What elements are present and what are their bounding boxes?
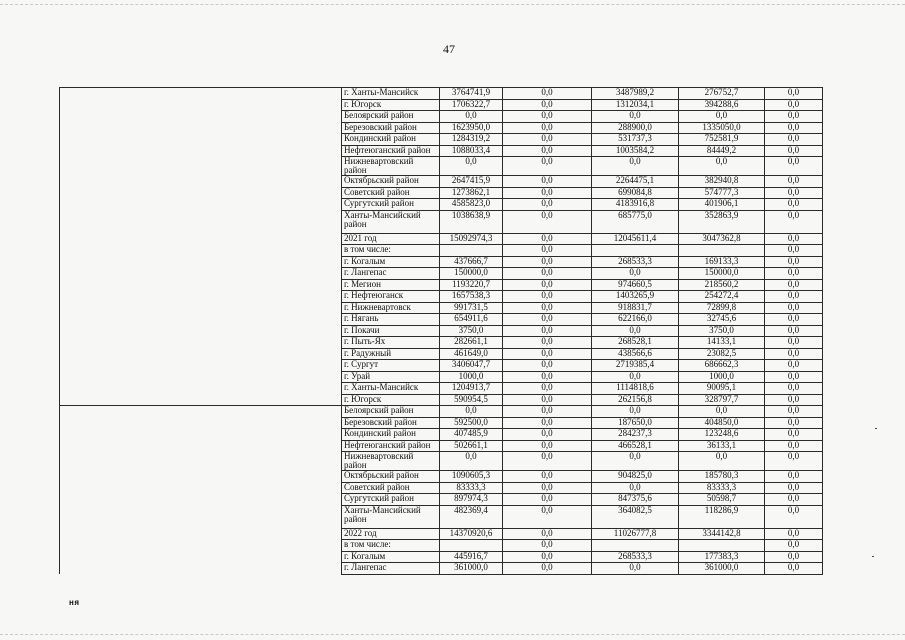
cell-col-4: 276752,7 [679,88,765,100]
cell-col-2: 0,0 [503,245,592,257]
cell-col-3: 918831,7 [592,302,679,314]
cell-col-1: 1284319,2 [440,134,503,146]
cell-col-3: 0,0 [592,111,679,123]
cell-col-5: 0,0 [765,563,823,575]
cell-col-4: 0,0 [679,111,765,123]
cell-col-5: 0,0 [765,245,823,257]
merged-group-cell [60,406,342,575]
cell-col-1: 1273862,1 [440,187,503,199]
cell-col-4: 254272,4 [679,291,765,303]
cell-col-1: 150000,0 [440,268,503,280]
cell-col-4: 150000,0 [679,268,765,280]
cell-col-1: 1706322,7 [440,99,503,111]
cell-col-2: 0,0 [503,505,592,528]
cell-col-3: 438566,6 [592,348,679,360]
cell-col-2: 0,0 [503,291,592,303]
cell-col-2: 0,0 [503,233,592,245]
merged-group-cell [60,88,342,406]
row-name: Советский район [342,187,440,199]
cell-col-5: 0,0 [765,176,823,188]
cell-col-3: 2719385,4 [592,360,679,372]
cell-col-2: 0,0 [503,360,592,372]
cell-col-3: 1312034,1 [592,99,679,111]
row-name: г. Нягань [342,314,440,326]
cell-col-5: 0,0 [765,210,823,233]
cell-col-4: 1000,0 [679,371,765,383]
cell-col-4: 382940,8 [679,176,765,188]
row-name: г. Когалым [342,551,440,563]
footer-mark: ня [69,598,80,607]
cell-col-1: 1088033,4 [440,145,503,157]
cell-col-3: 1403265,9 [592,291,679,303]
cell-col-1: 1657538,3 [440,291,503,303]
row-name: в том числе: [342,245,440,257]
cell-col-3: 288900,0 [592,122,679,134]
row-name: г. Урай [342,371,440,383]
cell-col-4: 50598,7 [679,494,765,506]
cell-col-1: 592500,0 [440,417,503,429]
cell-col-4: 0,0 [679,452,765,471]
cell-col-2: 0,0 [503,563,592,575]
row-name: Березовский район [342,417,440,429]
cell-col-1: 361000,0 [440,563,503,575]
cell-col-3: 0,0 [592,452,679,471]
cell-col-1: 0,0 [440,406,503,418]
cell-col-3: 0,0 [592,371,679,383]
scan-edge-top [0,4,905,5]
cell-col-4 [679,540,765,552]
cell-col-2: 0,0 [503,540,592,552]
cell-col-3: 364082,5 [592,505,679,528]
cell-col-3: 0,0 [592,482,679,494]
cell-col-5: 0,0 [765,452,823,471]
cell-col-2: 0,0 [503,429,592,441]
row-name: Нижневартовский район [342,452,440,471]
cell-col-1: 502661,1 [440,440,503,452]
cell-col-4: 3047362,8 [679,233,765,245]
cell-col-4: 36133,1 [679,440,765,452]
cell-col-3: 11026777,8 [592,528,679,540]
cell-col-5: 0,0 [765,348,823,360]
cell-col-2: 0,0 [503,88,592,100]
cell-col-4: 361000,0 [679,563,765,575]
row-name: г. Мегион [342,279,440,291]
cell-col-1: 0,0 [440,157,503,176]
cell-col-5: 0,0 [765,157,823,176]
cell-col-4: 0,0 [679,157,765,176]
row-name: 2021 год [342,233,440,245]
cell-col-3: 4183916,8 [592,199,679,211]
cell-col-1: 83333,3 [440,482,503,494]
cell-col-4: 401906,1 [679,199,765,211]
cell-col-4: 23082,5 [679,348,765,360]
cell-col-4: 3344142,8 [679,528,765,540]
cell-col-5: 0,0 [765,383,823,395]
cell-col-3: 904825,0 [592,471,679,483]
cell-col-4: 686662,3 [679,360,765,372]
cell-col-1: 14370920,6 [440,528,503,540]
cell-col-2: 0,0 [503,210,592,233]
cell-col-5: 0,0 [765,471,823,483]
cell-col-4: 404850,0 [679,417,765,429]
cell-col-3: 622166,0 [592,314,679,326]
cell-col-3: 1114818,6 [592,383,679,395]
cell-col-5: 0,0 [765,406,823,418]
cell-col-5: 0,0 [765,429,823,441]
cell-col-5: 0,0 [765,256,823,268]
cell-col-4: 185780,3 [679,471,765,483]
row-name: г. Ханты-Мансийск [342,88,440,100]
cell-col-3: 531737,3 [592,134,679,146]
cell-col-1 [440,245,503,257]
cell-col-3: 2264475,1 [592,176,679,188]
cell-col-4: 752581,9 [679,134,765,146]
row-name: Кондинский район [342,429,440,441]
cell-col-1: 461649,0 [440,348,503,360]
cell-col-2: 0,0 [503,279,592,291]
cell-col-4: 177383,3 [679,551,765,563]
cell-col-1: 897974,3 [440,494,503,506]
row-name: г. Нижневартовск [342,302,440,314]
cell-col-3: 0,0 [592,325,679,337]
cell-col-1: 3764741,9 [440,88,503,100]
cell-col-1: 407485,9 [440,429,503,441]
cell-col-3: 847375,6 [592,494,679,506]
row-name: Березовский район [342,122,440,134]
row-name: Сургутский район [342,199,440,211]
row-name: Белоярский район [342,111,440,123]
cell-col-5: 0,0 [765,360,823,372]
cell-col-3: 268533,3 [592,551,679,563]
cell-col-2: 0,0 [503,371,592,383]
cell-col-5: 0,0 [765,122,823,134]
cell-col-1: 282661,1 [440,337,503,349]
cell-col-2: 0,0 [503,134,592,146]
row-name: г. Лангепас [342,563,440,575]
cell-col-1: 482369,4 [440,505,503,528]
cell-col-3: 0,0 [592,563,679,575]
cell-col-3: 3487989,2 [592,88,679,100]
cell-col-3: 262156,8 [592,394,679,406]
cell-col-1: 0,0 [440,111,503,123]
cell-col-5: 0,0 [765,233,823,245]
cell-col-5: 0,0 [765,314,823,326]
table-row [60,406,823,418]
budget-table [59,87,823,575]
cell-col-4: 3750,0 [679,325,765,337]
cell-col-2: 0,0 [503,122,592,134]
cell-col-3: 699084,8 [592,187,679,199]
cell-col-1: 3406047,7 [440,360,503,372]
cell-col-5: 0,0 [765,268,823,280]
cell-col-5: 0,0 [765,394,823,406]
cell-col-2: 0,0 [503,157,592,176]
cell-col-1: 4585823,0 [440,199,503,211]
cell-col-2: 0,0 [503,417,592,429]
cell-col-5: 0,0 [765,302,823,314]
table-body [60,88,823,575]
cell-col-2: 0,0 [503,494,592,506]
cell-col-3: 0,0 [592,406,679,418]
cell-col-2: 0,0 [503,256,592,268]
row-name: г. Сургут [342,360,440,372]
page-number: 47 [443,42,455,56]
cell-col-2: 0,0 [503,111,592,123]
cell-col-1: 654911,6 [440,314,503,326]
row-name: Октябрьский район [342,471,440,483]
row-name: г. Радужный [342,348,440,360]
scan-speck [875,428,877,429]
cell-col-4: 84449,2 [679,145,765,157]
cell-col-4: 118286,9 [679,505,765,528]
cell-col-2: 0,0 [503,452,592,471]
cell-col-2: 0,0 [503,528,592,540]
cell-col-1: 15092974,3 [440,233,503,245]
cell-col-2: 0,0 [503,268,592,280]
cell-col-2: 0,0 [503,551,592,563]
cell-col-5: 0,0 [765,528,823,540]
cell-col-4: 83333,3 [679,482,765,494]
cell-col-5: 0,0 [765,134,823,146]
cell-col-2: 0,0 [503,383,592,395]
cell-col-3: 466528,1 [592,440,679,452]
row-name: Ханты-Мансийский район [342,210,440,233]
scan-edge-bottom [0,634,905,635]
cell-col-5: 0,0 [765,111,823,123]
cell-col-1: 590954,5 [440,394,503,406]
cell-col-5: 0,0 [765,540,823,552]
cell-col-3: 0,0 [592,157,679,176]
row-name: в том числе: [342,540,440,552]
cell-col-1: 2647415,9 [440,176,503,188]
cell-col-5: 0,0 [765,505,823,528]
cell-col-5: 0,0 [765,199,823,211]
row-name: Октябрьский район [342,176,440,188]
cell-col-2: 0,0 [503,314,592,326]
cell-col-5: 0,0 [765,371,823,383]
cell-col-4 [679,245,765,257]
cell-col-5: 0,0 [765,145,823,157]
row-name: Нефтеюганский район [342,145,440,157]
cell-col-4: 169133,3 [679,256,765,268]
cell-col-3: 268533,3 [592,256,679,268]
cell-col-4: 574777,3 [679,187,765,199]
row-name: Советский район [342,482,440,494]
cell-col-2: 0,0 [503,440,592,452]
cell-col-1: 0,0 [440,452,503,471]
cell-col-1: 3750,0 [440,325,503,337]
cell-col-3: 187650,0 [592,417,679,429]
cell-col-4: 72899,8 [679,302,765,314]
cell-col-3: 1003584,2 [592,145,679,157]
cell-col-4: 352863,9 [679,210,765,233]
cell-col-1: 1204913,7 [440,383,503,395]
row-name: 2022 год [342,528,440,540]
cell-col-1: 1090605,3 [440,471,503,483]
row-name: г. Нефтеюганск [342,291,440,303]
cell-col-2: 0,0 [503,325,592,337]
cell-col-3: 685775,0 [592,210,679,233]
cell-col-1: 445916,7 [440,551,503,563]
cell-col-4: 0,0 [679,406,765,418]
cell-col-1: 1000,0 [440,371,503,383]
cell-col-2: 0,0 [503,302,592,314]
cell-col-3 [592,245,679,257]
cell-col-4: 123248,6 [679,429,765,441]
cell-col-5: 0,0 [765,440,823,452]
cell-col-1: 437666,7 [440,256,503,268]
row-name: Сургутский район [342,494,440,506]
cell-col-5: 0,0 [765,494,823,506]
cell-col-4: 90095,1 [679,383,765,395]
cell-col-2: 0,0 [503,471,592,483]
scan-speck [872,556,874,557]
cell-col-3: 12045611,4 [592,233,679,245]
cell-col-4: 394288,6 [679,99,765,111]
table-row [60,88,823,100]
cell-col-5: 0,0 [765,187,823,199]
cell-col-2: 0,0 [503,482,592,494]
cell-col-3: 0,0 [592,268,679,280]
cell-col-4: 328797,7 [679,394,765,406]
cell-col-2: 0,0 [503,176,592,188]
cell-col-1: 1623950,0 [440,122,503,134]
row-name: г. Югорск [342,394,440,406]
cell-col-3: 268528,1 [592,337,679,349]
row-name: г. Пыть-Ях [342,337,440,349]
cell-col-1 [440,540,503,552]
row-name: г. Лангепас [342,268,440,280]
cell-col-1: 991731,5 [440,302,503,314]
row-name: Кондинский район [342,134,440,146]
cell-col-5: 0,0 [765,482,823,494]
cell-col-2: 0,0 [503,199,592,211]
cell-col-4: 1335050,0 [679,122,765,134]
cell-col-2: 0,0 [503,406,592,418]
cell-col-5: 0,0 [765,337,823,349]
cell-col-3: 284237,3 [592,429,679,441]
cell-col-3 [592,540,679,552]
row-name: Ханты-Мансийский район [342,505,440,528]
row-name: г. Ханты-Мансийск [342,383,440,395]
cell-col-2: 0,0 [503,337,592,349]
cell-col-2: 0,0 [503,394,592,406]
row-name: г. Покачи [342,325,440,337]
cell-col-5: 0,0 [765,279,823,291]
cell-col-5: 0,0 [765,291,823,303]
cell-col-5: 0,0 [765,551,823,563]
cell-col-2: 0,0 [503,187,592,199]
cell-col-4: 32745,6 [679,314,765,326]
cell-col-5: 0,0 [765,99,823,111]
row-name: Нижневартовский район [342,157,440,176]
cell-col-5: 0,0 [765,325,823,337]
cell-col-2: 0,0 [503,145,592,157]
cell-col-2: 0,0 [503,99,592,111]
cell-col-5: 0,0 [765,88,823,100]
row-name: г. Югорск [342,99,440,111]
cell-col-4: 218560,2 [679,279,765,291]
cell-col-2: 0,0 [503,348,592,360]
cell-col-3: 974660,5 [592,279,679,291]
cell-col-4: 14133,1 [679,337,765,349]
row-name: Нефтеюганский район [342,440,440,452]
cell-col-1: 1193220,7 [440,279,503,291]
row-name: г. Когалым [342,256,440,268]
cell-col-5: 0,0 [765,417,823,429]
cell-col-1: 1038638,9 [440,210,503,233]
row-name: Белоярский район [342,406,440,418]
